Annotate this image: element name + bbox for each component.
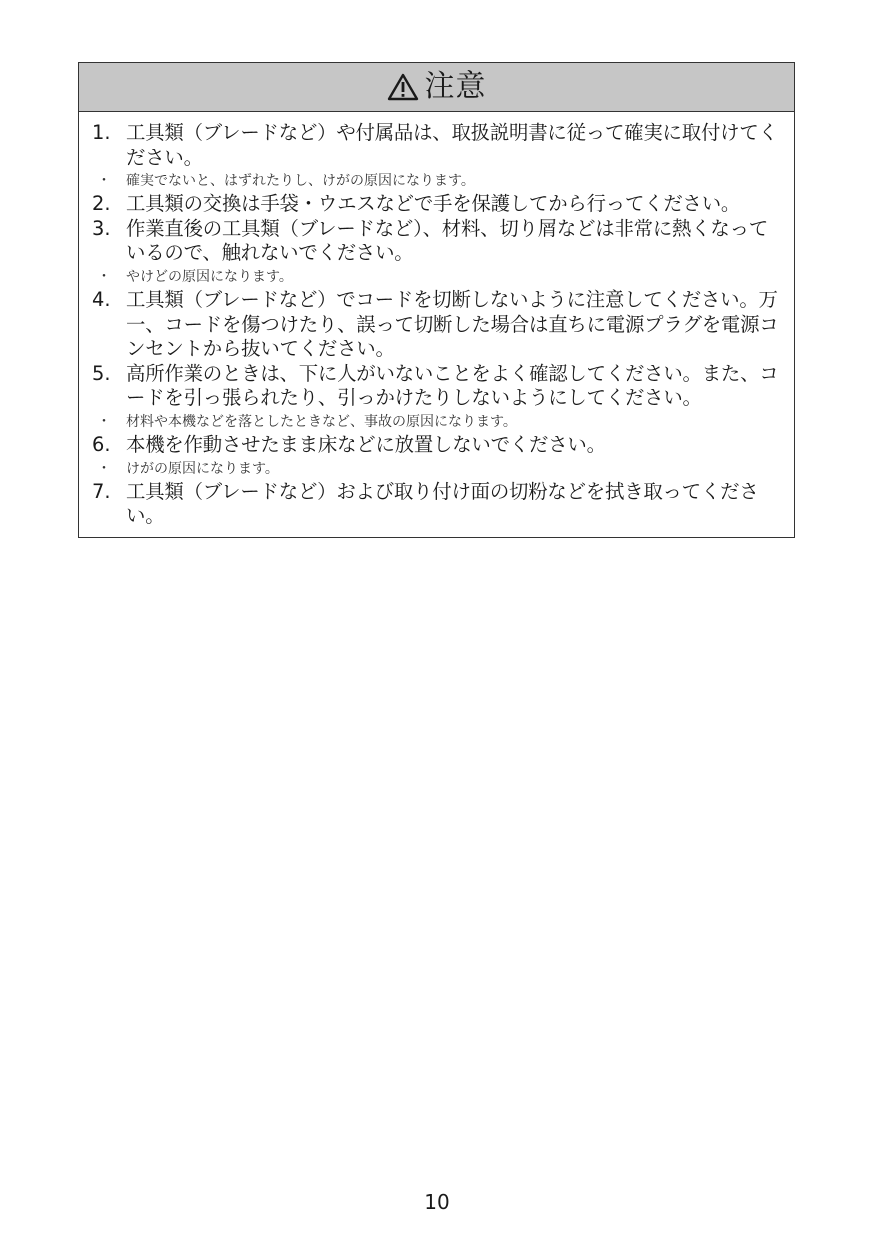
- item-text: 工具類の交換は手袋・ウエスなどで手を保護してから行ってください。: [126, 192, 741, 216]
- caution-item: [89, 433, 784, 458]
- bullet-icon: ・: [97, 460, 111, 477]
- item-number: 4.: [92, 287, 111, 311]
- caution-item: [89, 288, 784, 362]
- note-text: 確実でないと、はずれたりし、けがの原因になります。: [126, 173, 475, 190]
- caution-item: [89, 217, 784, 266]
- item-text: 工具類（ブレードなど）や付属品は、取扱説明書に従って確実に取付けてください。: [126, 121, 778, 169]
- item-number: 2.: [92, 192, 111, 216]
- bullet-icon: ・: [97, 268, 111, 285]
- item-number: 7.: [92, 479, 111, 503]
- item-number: 3.: [92, 216, 111, 240]
- item-number: 5.: [92, 361, 111, 385]
- caution-box: [78, 62, 795, 538]
- item-text: 作業直後の工具類（ブレードなど）、材料、切り屑などは非常に熱くなっているので、触れないでください。: [126, 216, 769, 265]
- caution-item: [89, 362, 784, 411]
- page-number: 10: [424, 1190, 450, 1214]
- caution-item: [89, 480, 784, 529]
- item-text: 工具類（ブレードなど）でコードを切断しないように注意してください。万一、コードを傷つけたり、誤って切断した場合は直ちに電源プラグを電源コンセントから抜いてください。: [126, 287, 779, 361]
- caution-note: [89, 411, 784, 433]
- caution-item: [89, 192, 784, 217]
- item-number: 1.: [92, 121, 111, 144]
- caution-note: [89, 170, 784, 192]
- note-text: けがの原因になります。: [126, 460, 279, 477]
- item-text: 工具類（ブレードなど）および取り付け面の切粉などを拭き取ってください。: [126, 479, 759, 528]
- caution-item: [89, 121, 784, 170]
- caution-note: [89, 266, 784, 288]
- bullet-icon: ・: [97, 173, 111, 190]
- bullet-icon: ・: [97, 413, 111, 430]
- item-text: 本機を作動させたまま床などに放置しないでください。: [126, 432, 606, 456]
- note-text: やけどの原因になります。: [126, 268, 293, 285]
- caution-note: [89, 458, 784, 480]
- item-text: 高所作業のときは、下に人がいないことをよく確認してください。また、コードを引っ張られたり、引っかけたりしないようにしてください。: [126, 361, 779, 410]
- item-number: 6.: [92, 432, 111, 456]
- caution-title: 注意: [424, 69, 487, 104]
- warning-triangle-icon: [387, 73, 419, 101]
- note-text: 材料や本機などを落としたときなど、事故の原因になります。: [126, 413, 517, 430]
- caution-list: [79, 112, 794, 537]
- caution-header: [79, 63, 794, 112]
